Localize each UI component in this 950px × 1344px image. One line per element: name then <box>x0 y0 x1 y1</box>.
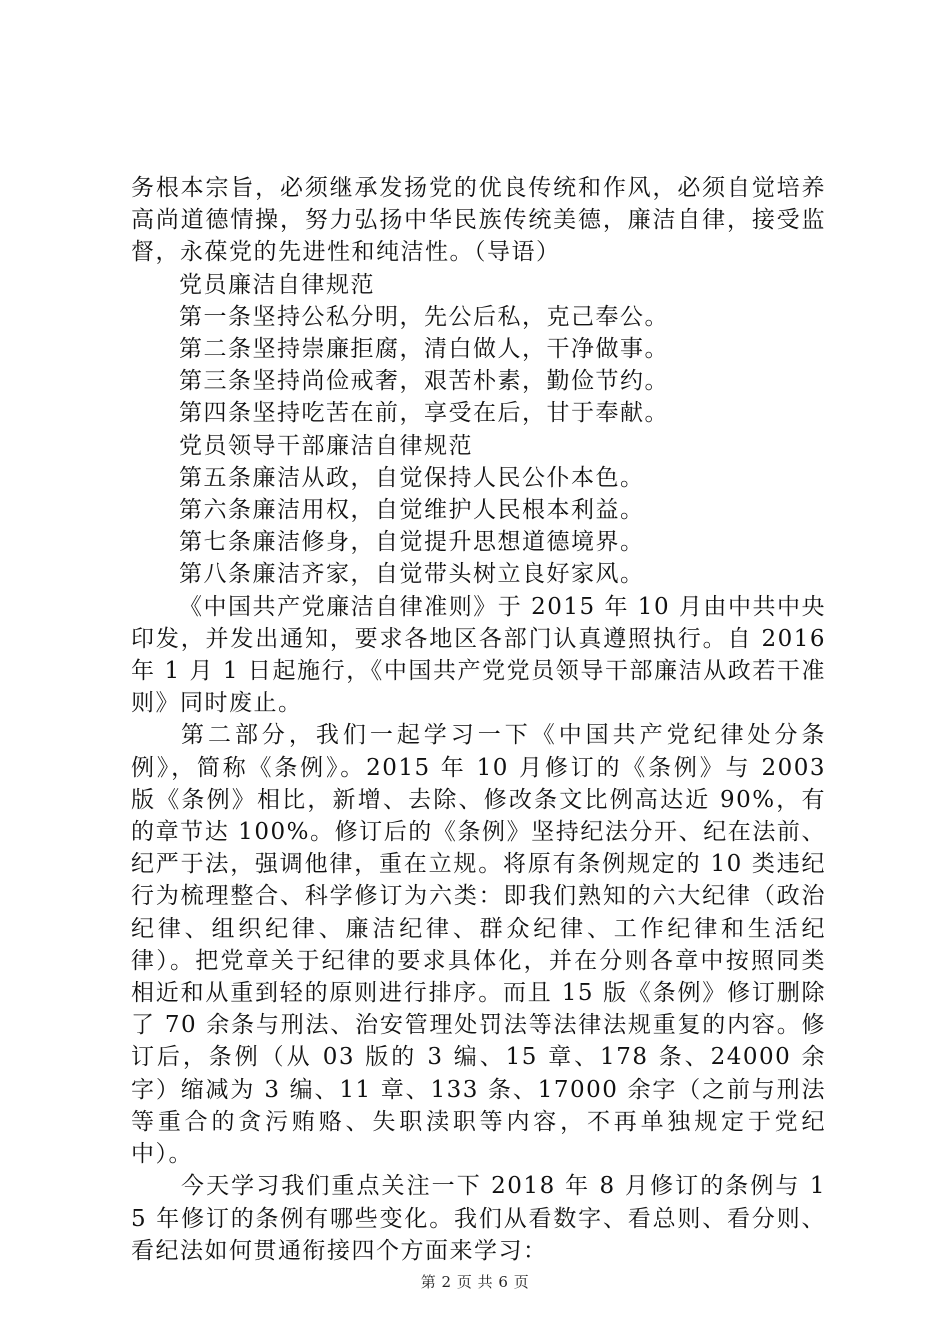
heading-leader-norms: 党员领导干部廉洁自律规范 <box>179 432 473 459</box>
paragraph-part-two: 第二部分，我们一起学习一下《中国共产党纪律处分条例》，简称《条例》。2015 年 10 月修订的《条例》与 2003 版《条例》相比，新增、去除、修改条文比例高达近 90%，有的章节达 100%。修订后的《条例》坚持纪法分开、纪在法前、纪严于法，强调他律，重在立规。将原有条例规定的 10 类违纪行为梳理整合、科学修订为六类：即我们熟知的六大纪律（政治纪律、组织纪律、廉洁纪律、群众纪律、工作纪律和生活纪律）。把党章关于纪律的要求具体化，并在分则各章中按照同类相近和从重到轻的原则进行排序。而且 15 版《条例》修订删除了 70 余条与刑法、治安管理处罚法等法律法规重复的内容。修订后，条例（从 03 版的 3 编、15 章、178 条、24000 余字）缩减为 3 编、11 章、133 条、17000 余字（之前与刑法等重合的贪污贿赂、失职渎职等内容，不再单独规定于党纪中）。 <box>131 722 826 1168</box>
document-body <box>131 172 826 1267</box>
page-number-footer: 第 2 页 共 6 页 <box>420 1273 530 1291</box>
article-2: 第二条坚持崇廉拒腐，清白做人，干净做事。 <box>179 336 669 363</box>
article-6: 第六条廉洁用权，自觉维护人民根本利益。 <box>179 497 645 524</box>
article-1: 第一条坚持公私分明，先公后私，克己奉公。 <box>179 303 669 330</box>
article-7: 第七条廉洁修身，自觉提升思想道德境界。 <box>179 529 645 556</box>
paragraph-guidelines-issued: 《中国共产党廉洁自律准则》于 2015 年 10 月由中共中央印发，并发出通知，要求各地区各部门认真遵照执行。自 2016 年 1 月 1 日起施行，《中国共产党党员领导干部廉洁从政若干准则》同时废止。 <box>131 593 826 717</box>
article-8: 第八条廉洁齐家，自觉带头树立良好家风。 <box>179 561 645 588</box>
paragraph-today-study: 今天学习我们重点关注一下 2018 年 8 月修订的条例与 15 年修订的条例有哪些变化。我们从看数字、看总则、看分则、看纪法如何贯通衔接四个方面来学习： <box>131 1173 826 1264</box>
article-3: 第三条坚持尚俭戒奢，艰苦朴素，勤俭节约。 <box>179 368 669 395</box>
heading-party-member-norms: 党员廉洁自律规范 <box>179 271 375 298</box>
article-5: 第五条廉洁从政，自觉保持人民公仆本色。 <box>179 464 645 491</box>
article-4: 第四条坚持吃苦在前，享受在后，甘于奉献。 <box>179 400 669 427</box>
paragraph-intro-continuation: 务根本宗旨，必须继承发扬党的优良传统和作风，必须自觉培养高尚道德情操，努力弘扬中华民族传统美德，廉洁自律，接受监督，永葆党的先进性和纯洁性。（导语） <box>131 175 826 266</box>
